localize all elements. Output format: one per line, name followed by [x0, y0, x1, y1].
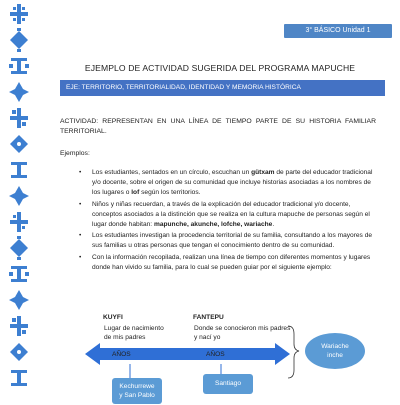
list-item: • Con la información recopilada, realizan una línea de tiempo con diferentes momentos y lugares donde han vivido su familia, para lo cual se pueden guiar por el siguiente ejemplo: [79, 253, 371, 271]
grade-unit-tag: 3° BÁSICO Unidad 1 [284, 24, 392, 38]
page-title: EJEMPLO DE ACTIVIDAD SUGERIDA DEL PROGRAMA MAPUCHE [84, 63, 356, 73]
place-box-santiago: Santiago [203, 374, 253, 394]
timeline-label-kuyfi: KUYFI [103, 314, 123, 321]
timeline-years-1: AÑOS [112, 351, 131, 358]
examples-label: Ejemplos: [60, 150, 90, 157]
list-item: • Niños y niñas recuerdan, a través de la explicación del educador tradicional y/o docente, conceptos asociados a la distinción que se realiza en la cultura mapuche de personas según el lugar donde habitan: mapunche, akunche, lofche, wariache. [79, 200, 370, 229]
timeline-years-2: AÑOS [206, 351, 225, 358]
timeline-brace [288, 326, 299, 378]
list-item: • Los estudiantes, sentados en un círculo, escuchan un gütxam de parte del educador tradicional y/o docente, sobre el origen de su comunidad que incluye historias asociadas a los nombres de los lugares o lof según los territorios. [79, 169, 373, 197]
axis-banner: EJE: TERRITORIO, TERRITORIALIDAD, IDENTIDAD Y MEMORIA HISTÓRICA [60, 80, 385, 96]
activity-statement: ACTIVIDAD: REPRESENTAN EN UNA LÍNEA DE TIEMPO PARTE DE SU HISTORIA FAMILIAR TERRITORIAL. [60, 118, 376, 135]
timeline-kuyfi-text: Lugar de nacimiento de mis padres [104, 325, 164, 342]
timeline-label-fantepu: FANTEPU [193, 314, 224, 321]
place-box-kechurrewe: Kechurrewe y San Pablo [112, 378, 162, 404]
timeline-fantepu-text: Donde se conocieron mis padres y nací yo [194, 325, 291, 342]
list-item: • Los estudiantes investigan la procedencia territorial de su familia, consultando a los mayores de sus familias u otras personas que tengan el conocimiento dentro de su comunidad. [79, 232, 373, 250]
wariache-ellipse: Wariache inche [305, 333, 365, 369]
